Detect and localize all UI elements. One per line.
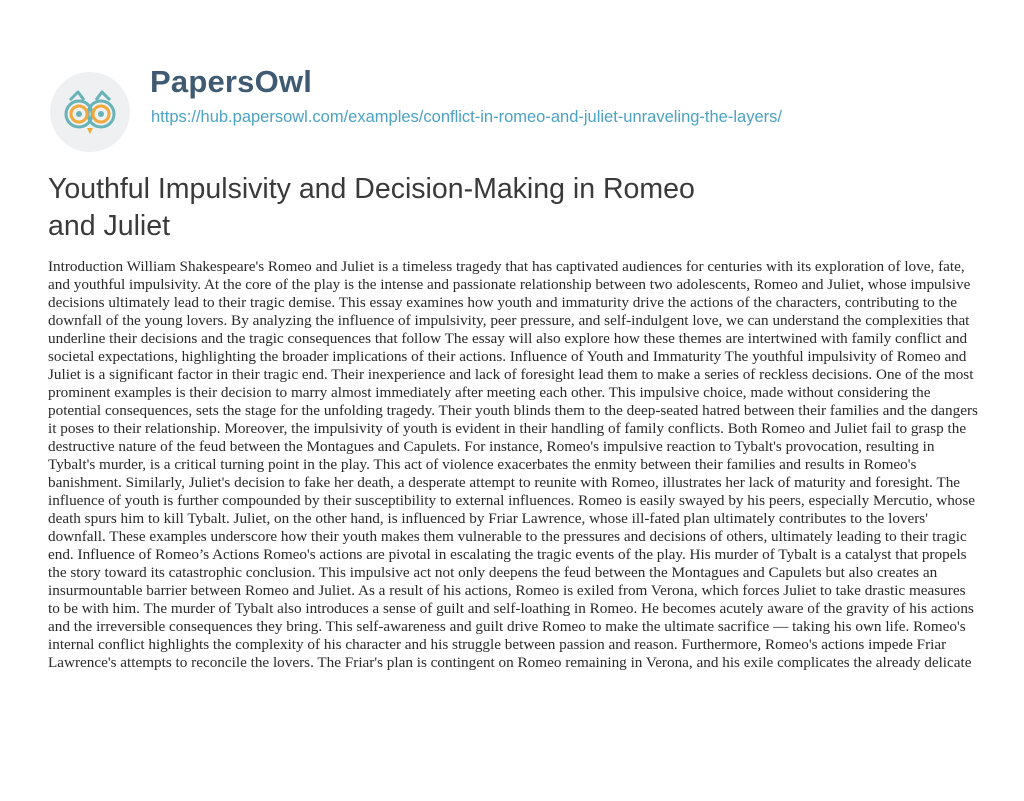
site-header	[48, 30, 988, 140]
owl-logo-icon[interactable]	[48, 70, 132, 154]
essay-body: Introduction William Shakespeare's Romeo and Juliet is a timeless tragedy that has captivated audiences for centuries with its exploration of love, fate, and youthful impulsivity. At the core of the play is the intense and passionate relationship between two adolescents, Romeo and Juliet, whose impulsive decisions ultimately lead to their tragic demise. This essay examines how youth and immaturity drive the actions of the characters, contributing to the downfall of the young lovers. By analyzing the influence of impulsivity, peer pressure, and self-indulgent love, we can understand the complexities that underline their decisions and the tragic consequences that follow The essay will also explore how these themes are intertwined with family conflict and societal expectations, highlighting the broader implications of their actions. Influence of Youth and Immaturity The youthful impulsivity of Romeo and Juliet is a significant factor in their tragic end. Their inexperience and lack of foresight lead them to make a series of reckless decisions. One of the most prominent examples is their decision to marry almost immediately after meeting each other. This impulsive choice, made without considering the potential consequences, sets the stage for the unfolding tragedy. Their youth blinds them to the deep-seated hatred between their families and the dangers it poses to their relationship. Moreover, the impulsivity of youth is evident in their handling of family conflicts. Both Romeo and Juliet fail to grasp the destructive nature of the feud between the Montagues and Capulets. For instance, Romeo's impulsive reaction to Tybalt's provocation, resulting in Tybalt's murder, is a critical turning point in the play. This act of violence exacerbates the enmity between their families and results in Romeo's banishment. Similarly, Juliet's decision to fake her death, a desperate attempt to reunite with Romeo, illustrates her lack of maturity and foresight. The influence of youth is further compounded by their susceptibility to external influences. Romeo is easily swayed by his peers, especially Mercutio, whose death spurs him to kill Tybalt. Juliet, on the other hand, is influenced by Friar Lawrence, whose ill-fated plan ultimately contributes to the lovers' downfall. These examples underscore how their youth makes them vulnerable to the pressures and decisions of others, ultimately leading to their tragic end. Influence of Romeo’s Actions Romeo's actions are pivotal in escalating the tragic events of the play. His murder of Tybalt is a catalyst that propels the story toward its catastrophic conclusion. This impulsive act not only deepens the feud between the Montagues and Capulets but also creates an insurmountable barrier between Romeo and Juliet. As a result of his actions, Romeo is exiled from Verona, which forces Juliet to take drastic measures to be with him. The murder of Tybalt also introduces a sense of guilt and self-loathing in Romeo. He becomes acutely aware of the gravity of his actions and the irreversible consequences they bring. This self-awareness and guilt drive Romeo to make the ultimate sacrifice — taking his own life. Romeo's internal conflict highlights the complexity of his character and his struggle between passion and reason. Furthermore, Romeo's actions impede Friar Lawrence's attempts to reconcile the lovers. The Friar's plan is contingent on Romeo remaining in Verona, and his exile complicates the already delicate	[48, 258, 978, 671]
owl-logo-svg	[48, 70, 132, 154]
source-url-link[interactable]: https://hub.papersowl.com/examples/conflict-in-romeo-and-juliet-unraveling-the-layers/	[151, 108, 782, 126]
brand-name[interactable]: PapersOwl	[150, 64, 313, 99]
essay-title: Youthful Impulsivity and Decision-Making in Romeo and Juliet	[48, 173, 695, 242]
